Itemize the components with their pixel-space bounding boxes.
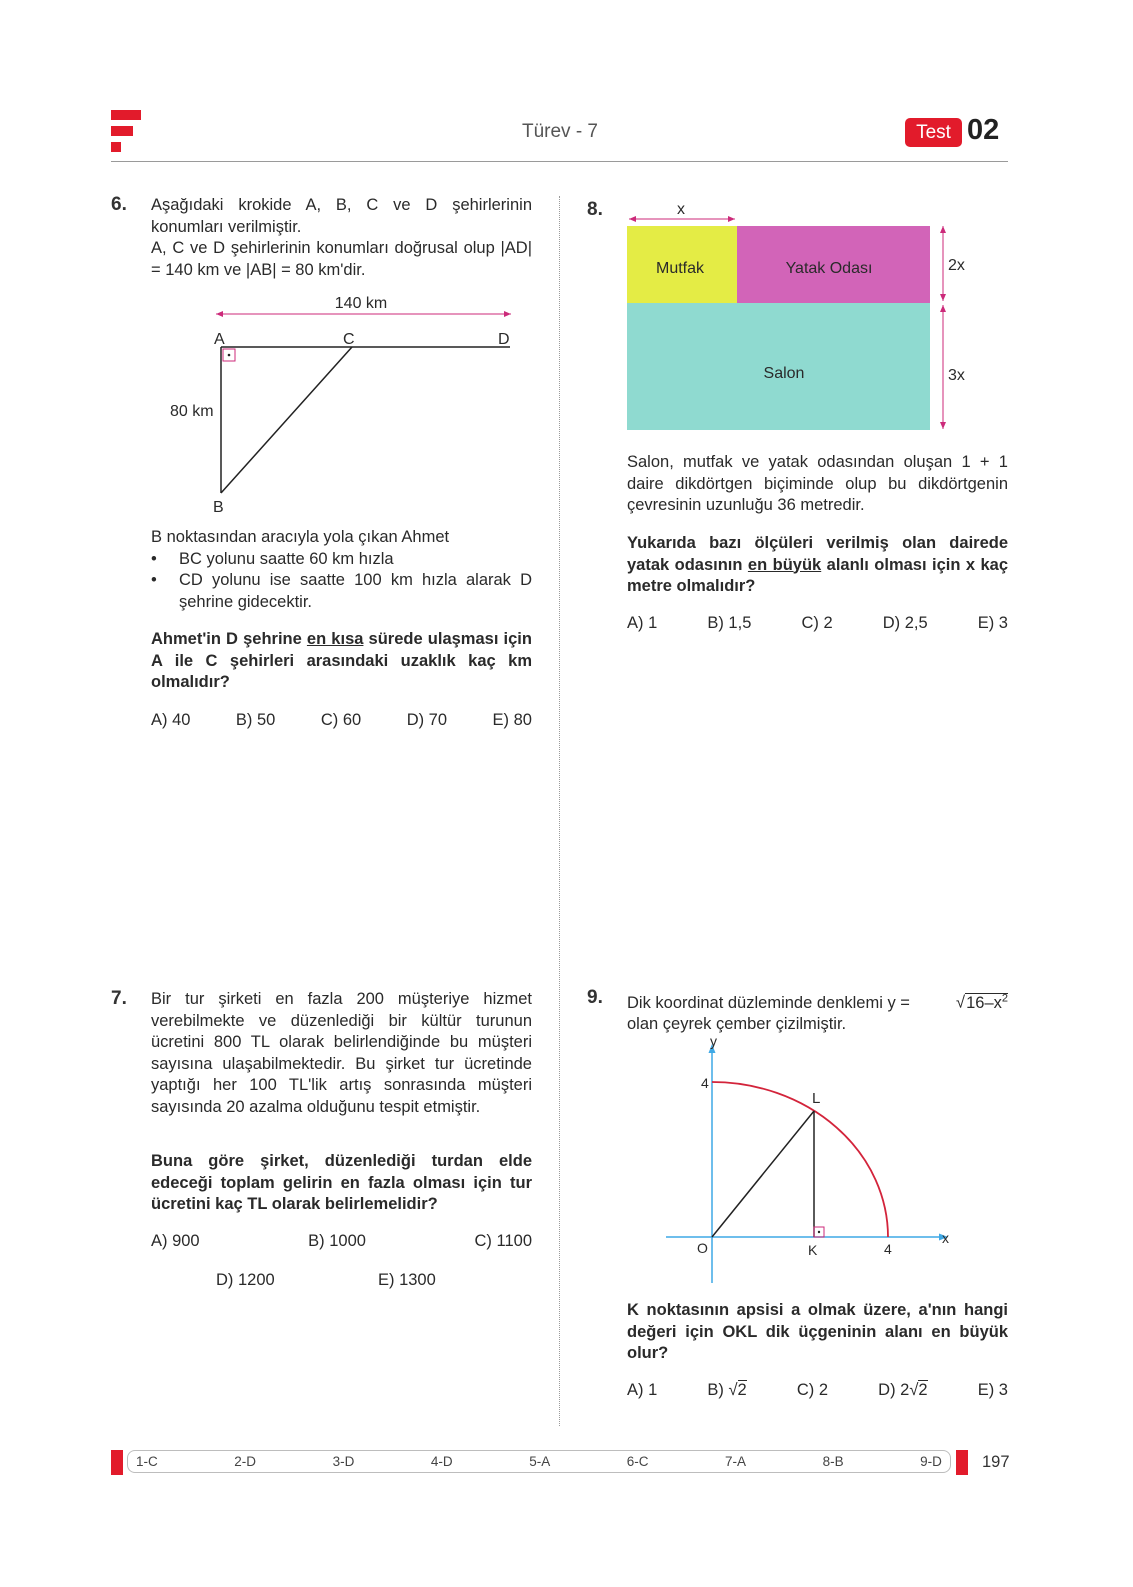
question-9-question: K noktasının apsisi a olmak üzere, a'nın hangi değeri için OKL dik üçgeninin alanı en büyük olur? <box>627 1301 1008 1362</box>
question-6-number: 6. <box>111 194 127 215</box>
page-title: Türev - 7 <box>521 121 599 142</box>
question-6-question-underlined: en kısa <box>306 630 364 648</box>
y-tick-label: 4 <box>701 1075 709 1091</box>
option-d[interactable]: D) 1200 <box>216 1271 275 1289</box>
question-8-question <box>627 533 1008 598</box>
option-b[interactable]: B) 50 <box>235 711 276 729</box>
question-6-options <box>151 711 532 730</box>
question-8-options <box>627 614 1008 633</box>
dimension-3x-label: 3x <box>948 367 965 384</box>
radicand-text: 16–x <box>966 993 1002 1012</box>
question-6-text: B noktasından aracıyla yola çıkan Ahmet <box>151 528 450 546</box>
answer-item: 8-B <box>822 1454 844 1469</box>
option-e[interactable]: E) 3 <box>977 1381 1008 1399</box>
option-a[interactable]: A) 1 <box>627 1381 658 1399</box>
question-9-text-post: olan çeyrek çember çizilmiştir. <box>627 1015 847 1033</box>
side-label: 80 km <box>170 403 214 420</box>
option-e[interactable]: E) 80 <box>492 711 532 729</box>
test-number: 02 <box>967 114 1000 146</box>
question-7-text: Bir tur şirketi en fazla 200 müşteriye hizmet verebilmekte ve düzenlediği bir kültür turunun ücretini 800 TL olarak belirlendiğinde bu müşteri sayısına ulaşabilmektedir. Bu şirket tur ücretinde yaptığı her 100 TL'lik artış sonrasında müşteri sayısında 20 azalma olduğunu tespit etmiştir. <box>151 990 532 1116</box>
option-b-prefix: B) <box>707 1381 729 1399</box>
option-c[interactable]: C) 2 <box>796 1381 829 1399</box>
mutfak-label: Mutfak <box>655 260 705 277</box>
header-divider <box>111 161 1008 162</box>
question-7-question: Buna göre şirket, düzenlediği turdan elde edeceği toplam gelirin en fazla olması için tur ücretini kaç TL olarak belirlemelidir? <box>151 1152 532 1213</box>
answer-item: 1-C <box>136 1454 158 1469</box>
question-7-number: 7. <box>111 988 127 1009</box>
point-K-label: K <box>808 1242 818 1258</box>
point-B-label: B <box>213 499 224 516</box>
bullet-item: • BC yolunu saatte 60 km hızla <box>151 549 532 571</box>
answer-item: 4-D <box>430 1454 453 1469</box>
option-c[interactable]: C) 1100 <box>474 1232 532 1250</box>
answer-item: 3-D <box>332 1454 355 1469</box>
question-6-intro <box>151 195 532 281</box>
point-A-label: A <box>214 331 225 348</box>
dimension-2x-label: 2x <box>948 257 965 274</box>
option-d[interactable]: D) 70 <box>406 711 448 729</box>
question-7-options-row1 <box>151 1232 532 1251</box>
bullet-item: • CD yolunu ise saatte 100 km hızla alarak D şehrine gidecektir. <box>151 570 532 613</box>
distance-label: 140 km <box>334 295 388 312</box>
answer-key-strip <box>127 1450 951 1473</box>
column-divider <box>559 196 560 1426</box>
answer-key-left-marker <box>111 1450 123 1475</box>
point-C-label: C <box>343 331 355 348</box>
publisher-logo <box>111 110 141 152</box>
salon-label: Salon <box>763 365 805 382</box>
point-L-label: L <box>812 1090 821 1107</box>
yatak-odasi-label: Yatak Odası <box>785 260 873 277</box>
answer-item: 2-D <box>234 1454 257 1469</box>
option-a[interactable]: A) 40 <box>151 711 191 729</box>
question-6-intro-line2: A, C ve D şehirlerinin konumları doğrusal olup |AD| = 140 km ve |AB| = 80 km'dir. <box>151 239 532 279</box>
y-axis-label: y <box>710 1033 717 1049</box>
option-b-radicand: 2 <box>737 1381 747 1399</box>
option-d-radicand: 2 <box>918 1381 928 1399</box>
question-6-figure <box>150 288 540 520</box>
option-c[interactable]: C) 60 <box>320 711 362 729</box>
dimension-x-label: x <box>677 201 685 218</box>
option-c[interactable]: C) 2 <box>801 614 833 632</box>
question-8-question-post: alanlı olması için x kaç metre olmalıdır? <box>627 555 1008 595</box>
sqrt-icon: √ <box>956 993 966 1012</box>
x-axis-label: x <box>942 1230 949 1246</box>
sqrt-icon: √ <box>909 1381 919 1399</box>
question-8-figure <box>622 197 982 437</box>
question-8-number: 8. <box>587 199 603 220</box>
question-8-question-underlined: en büyük <box>747 555 822 574</box>
option-d-prefix: D) 2 <box>878 1381 910 1399</box>
answer-item: 7-A <box>725 1454 747 1469</box>
question-6-question-pre: Ahmet'in D şehrine <box>151 630 307 648</box>
question-9-text-pre: Dik koordinat düzleminde denklemi y = <box>627 993 910 1012</box>
sqrt-radicand <box>965 993 1008 1012</box>
question-6-intro-line1: Aşağıdaki krokide A, B, C ve D şehirlerinin konumları verilmiştir. <box>151 196 532 236</box>
x-tick-label: 4 <box>884 1241 892 1257</box>
question-6-question <box>151 629 532 694</box>
origin-label: O <box>697 1240 708 1256</box>
option-b[interactable]: B) 1000 <box>308 1232 366 1250</box>
question-8-text: Salon, mutfak ve yatak odasından oluşan 1 + 1 daire dikdörtgen biçiminde olup bu dikdörtgenin çevresinin uzunluğu 36 metredir. <box>627 453 1008 514</box>
option-e[interactable]: E) 1300 <box>378 1271 436 1289</box>
question-9-options <box>627 1381 1008 1400</box>
point-D-label: D <box>498 331 510 348</box>
option-a[interactable]: A) 900 <box>151 1232 200 1250</box>
page-number: 197 <box>982 1453 1010 1471</box>
option-b[interactable]: B) 1,5 <box>707 614 752 632</box>
question-6-body <box>151 527 532 613</box>
option-a[interactable]: A) 1 <box>627 614 658 632</box>
question-9-number: 9. <box>587 987 603 1008</box>
answer-key-right-marker <box>956 1450 968 1475</box>
question-6-question-post: sürede ulaşması için A ile C şehirleri arasındaki uzaklık kaç km olmalıdır? <box>151 630 532 691</box>
question-9-figure <box>660 1030 960 1290</box>
question-9-text <box>627 988 1008 1036</box>
answer-item: 9-D <box>920 1454 942 1469</box>
radicand-exponent: 2 <box>1001 992 1008 1004</box>
answer-item: 5-A <box>529 1454 551 1469</box>
option-d[interactable] <box>878 1381 927 1400</box>
question-9-line1 <box>627 988 1008 1014</box>
test-badge: Test <box>905 118 962 147</box>
question-8-question-pre: Yukarıda bazı ölçüleri verilmiş olan dairede yatak odasının <box>627 534 1008 574</box>
option-b[interactable] <box>707 1381 746 1400</box>
answer-item: 6-C <box>626 1454 649 1469</box>
sqrt-icon: √ <box>728 1381 738 1399</box>
option-d[interactable]: D) 2,5 <box>882 614 928 632</box>
question-6-bullets <box>151 549 532 614</box>
sqrt-expression <box>956 988 1008 1014</box>
logo-icon <box>111 110 141 152</box>
option-e[interactable]: E) 3 <box>977 614 1008 632</box>
